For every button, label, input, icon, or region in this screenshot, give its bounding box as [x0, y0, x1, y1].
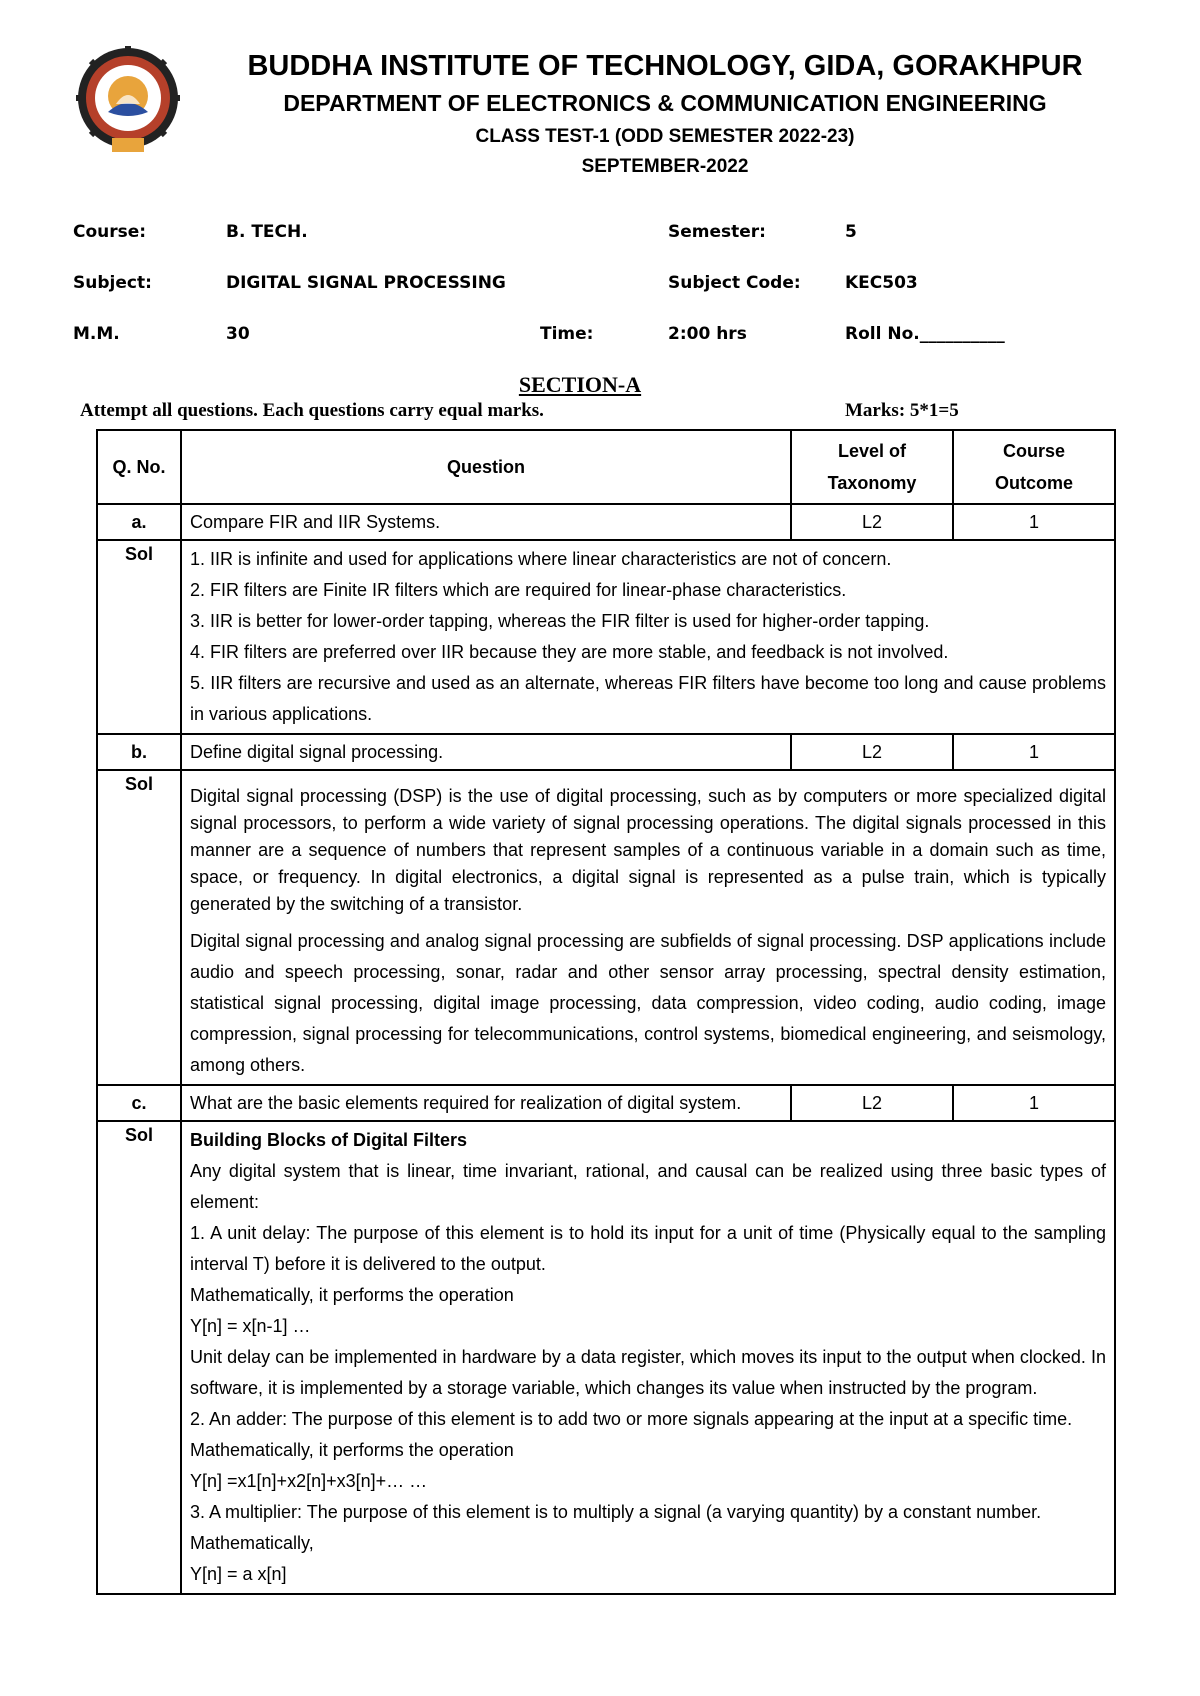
solution-line: Unit delay can be implemented in hardware by a data register, which moves its input to the output when clocked. In software, it is implemented by a storage variable, which changes its value when instructed by the program. — [190, 1347, 1106, 1398]
test-title: CLASS TEST-1 (ODD SEMESTER 2022-23) — [475, 126, 855, 147]
solution-line: 4. FIR filters are preferred over IIR because they are more stable, and feedback is not involved. — [190, 642, 949, 662]
solution-paragraph: Digital signal processing and analog signal processing are subfields of signal processing. DSP applications include audio and speech processing, sonar, radar and other sensor array processing, spectral density estimation, statistical signal processing, digital image processing, data compression, video coding, audio coding, image compression, signal processing for telecommunications, control systems, biomedical engineering, and seismology, among others. — [190, 931, 1106, 1075]
solution-title: Building Blocks of Digital Filters — [190, 1130, 468, 1150]
question-outcome: 1 — [953, 504, 1115, 540]
solution-paragraph: Digital signal processing (DSP) is the use of digital processing, such as by computers or more specialized digital signal processors, to perform a wide variety of signal processing operations. The digital signals processed in this manner are a sequence of numbers that represent samples of a continuous variable in a domain such as time, space, or frequency. In digital electronics, a digital signal is represented as a pulse train, which is typically generated by the switching of a transistor. — [190, 786, 1106, 914]
header-outcome: Course Outcome — [953, 430, 1115, 504]
solution-row — [97, 540, 1115, 734]
solution-line: 5. IIR filters are recursive and used as an alternate, whereas FIR filters have become too long and cause problems in various applications. — [190, 673, 1106, 724]
course-label: Course: — [73, 222, 147, 242]
max-marks-value: 30 — [226, 324, 250, 344]
subject-label: Subject: — [73, 273, 152, 293]
institute-name: BUDDHA INSTITUTE OF TECHNOLOGY, GIDA, GORAKHPUR — [247, 50, 1083, 82]
solution-line: Mathematically, it performs the operation — [190, 1440, 514, 1460]
subject-code-value: KEC503 — [845, 273, 918, 293]
question-number: a. — [97, 504, 181, 540]
question-text: What are the basic elements required for realization of digital system. — [181, 1085, 791, 1121]
semester-value: 5 — [845, 222, 857, 242]
solution-line: 3. IIR is better for lower-order tapping, whereas the FIR filter is used for higher-order tapping. — [190, 611, 930, 631]
section-title: SECTION-A — [518, 372, 642, 397]
subject-value: DIGITAL SIGNAL PROCESSING — [226, 273, 506, 293]
solution-line: 1. A unit delay: The purpose of this element is to hold its input for a unit of time (Physically equal to the sampling interval T) before it is delivered to the output. — [190, 1223, 1106, 1274]
solution-cell — [181, 770, 1115, 1085]
solution-line: Mathematically, it performs the operation — [190, 1285, 514, 1305]
solution-line: Mathematically, — [190, 1533, 314, 1553]
solution-line: Y[n] = x[n-1] … — [190, 1316, 311, 1336]
question-text: Compare FIR and IIR Systems. — [181, 504, 791, 540]
test-month: SEPTEMBER-2022 — [581, 156, 749, 177]
question-level: L2 — [791, 1085, 953, 1121]
time-label: Time: — [540, 324, 594, 344]
subject-code-label: Subject Code: — [668, 273, 801, 293]
question-text: Define digital signal processing. — [181, 734, 791, 770]
question-outcome: 1 — [953, 1085, 1115, 1121]
sol-label: Sol — [97, 1121, 181, 1594]
solution-row — [97, 1121, 1115, 1594]
section-instruction: Attempt all questions. Each questions carry equal marks. — [80, 400, 544, 421]
sol-label: Sol — [97, 540, 181, 734]
max-marks-label: M.M. — [73, 324, 120, 344]
roll-no-field[interactable]: Roll No.__________ — [845, 324, 1005, 344]
sol-label: Sol — [97, 770, 181, 1085]
institute-logo — [76, 46, 180, 156]
solution-line: Any digital system that is linear, time invariant, rational, and causal can be realized using three basic types of element: — [190, 1161, 1106, 1212]
header-qno: Q. No. — [97, 430, 181, 504]
semester-label: Semester: — [668, 222, 766, 242]
solution-line: Y[n] = a x[n] — [190, 1564, 287, 1584]
question-level: L2 — [791, 734, 953, 770]
question-outcome: 1 — [953, 734, 1115, 770]
question-number: c. — [97, 1085, 181, 1121]
table-header-row — [97, 430, 1115, 504]
solution-row — [97, 770, 1115, 1085]
solution-line: Y[n] =x1[n]+x2[n]+x3[n]+… … — [190, 1471, 428, 1491]
department-name: DEPARTMENT OF ELECTRONICS & COMMUNICATION ENGINEERING — [283, 90, 1047, 116]
section-marks: Marks: 5*1=5 — [845, 400, 959, 421]
time-value: 2:00 hrs — [668, 324, 747, 344]
question-row — [97, 1085, 1115, 1121]
questions-table — [96, 429, 1116, 1595]
solution-line: 1. IIR is infinite and used for applications where linear characteristics are not of concern. — [190, 549, 892, 569]
question-row — [97, 504, 1115, 540]
question-level: L2 — [791, 504, 953, 540]
solution-line: 2. An adder: The purpose of this element is to add two or more signals appearing at the input at a specific time. — [190, 1409, 1073, 1429]
solution-cell — [181, 1121, 1115, 1594]
course-value: B. TECH. — [226, 222, 308, 242]
question-number: b. — [97, 734, 181, 770]
header-question: Question — [181, 430, 791, 504]
header-level: Level of Taxonomy — [791, 430, 953, 504]
solution-line: 3. A multiplier: The purpose of this element is to multiply a signal (a varying quantity) by a constant number. — [190, 1502, 1042, 1522]
solution-line: 2. FIR filters are Finite IR filters which are required for linear-phase characteristics. — [190, 580, 847, 600]
solution-cell — [181, 540, 1115, 734]
question-row — [97, 734, 1115, 770]
